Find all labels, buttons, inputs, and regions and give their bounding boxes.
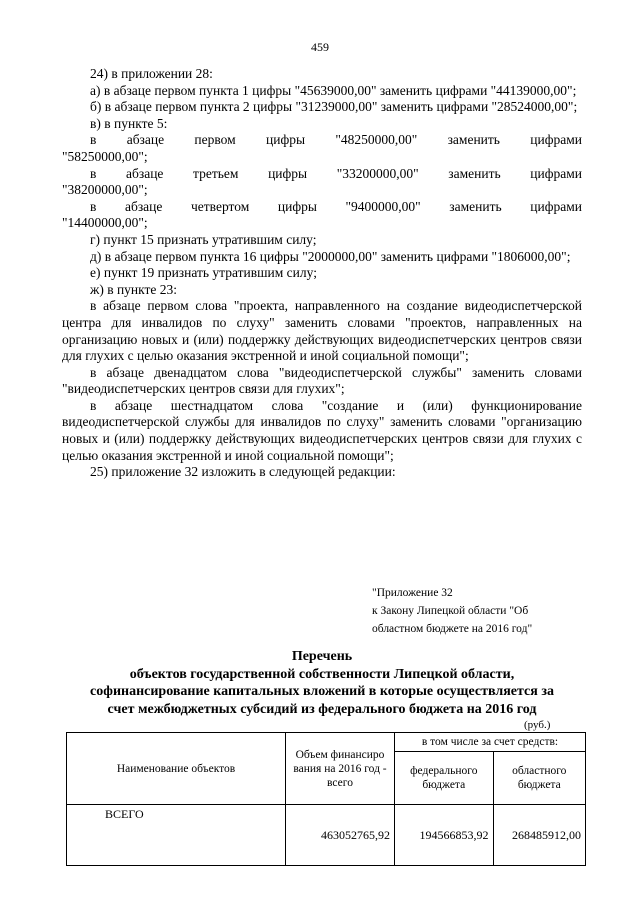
amendment-24-zh-2: в абзаце двенадцатом слова "видеодиспетчерской службы" заменить словами "видеодиспетчерских центров связи для глухих"; bbox=[62, 364, 582, 397]
amendment-24-b: б) в абзаце первом пункта 2 цифры "31239000,00" заменить цифрами "28524000,00"; bbox=[90, 99, 578, 115]
amendment-24-zh-3: в абзаце шестнадцатом слова "создание и (или) функционирование видеодиспетчерской службы для инвалидов по слуху" заменить словами "организацию новых и (или) поддержку действующих видеодиспетчерских центров связи для глухих с целью оказания экстренной и иной социальной помощи"; bbox=[62, 397, 582, 463]
amendment-24-v-2-line1: в абзаце третьем цифры "33200000,00" заменить цифрами bbox=[90, 165, 582, 181]
amendment-24-a: а) в абзаце первом пункта 1 цифры "45639000,00" заменить цифрами "44139000,00"; bbox=[90, 82, 577, 98]
header-including: в том числе за счет средств: bbox=[395, 733, 586, 752]
row-total-federal: 194566853,92 bbox=[395, 805, 494, 866]
header-regional: областного бюджета bbox=[493, 752, 585, 805]
amendment-24-zh: ж) в пункте 23: bbox=[90, 281, 178, 297]
amendment-24-v-3-line2: "14400000,00"; bbox=[62, 215, 148, 231]
row-total-regional: 268485912,00 bbox=[493, 805, 585, 866]
amendment-24-v: в) в пункте 5: bbox=[90, 115, 168, 131]
amendment-24-v-3-line1: в абзаце четвертом цифры "9400000,00" заменить цифрами bbox=[90, 198, 582, 214]
heading-line3: софинансирование капитальных вложений в которые осуществляется за bbox=[90, 684, 554, 699]
header-federal: федерального бюджета bbox=[395, 752, 494, 805]
amendment-24-d: д) в абзаце первом пункта 16 цифры "2000000,00" заменить цифрами "1806000,00"; bbox=[90, 248, 571, 264]
header-volume: Объем финансиро вания на 2016 год - всего bbox=[286, 733, 395, 805]
appendix-note-line3: областном бюджете на 2016 год" bbox=[372, 623, 533, 635]
table-row bbox=[67, 805, 586, 866]
heading-line4: счет межбюджетных субсидий из федерального бюджета на 2016 год bbox=[107, 701, 537, 717]
header-name: Наименование объектов bbox=[67, 733, 286, 805]
amendment-24-v-2-line2: "38200000,00"; bbox=[62, 182, 148, 198]
table-header-row-1 bbox=[67, 733, 586, 752]
amendment-25: 25) приложение 32 изложить в следующей редакции: bbox=[90, 464, 396, 480]
amendment-24: 24) в приложении 28: bbox=[90, 66, 213, 81]
amendment-24-v-1-line1: в абзаце первом цифры "48250000,00" заменить цифрами bbox=[90, 132, 582, 148]
list-heading bbox=[62, 648, 582, 718]
heading-title: Перечень bbox=[291, 649, 353, 664]
heading-line2: объектов государственной собственности Липецкой области, bbox=[129, 666, 515, 682]
amendment-24-v-1-line2: "58250000,00"; bbox=[62, 148, 148, 164]
row-total-volume: 463052765,92 bbox=[286, 805, 395, 866]
currency-unit: (руб.) bbox=[524, 719, 551, 731]
financing-table bbox=[66, 732, 586, 866]
document-body bbox=[62, 66, 582, 481]
appendix-note-line2: к Закону Липецкой области "Об bbox=[372, 605, 529, 617]
page-number: 459 bbox=[311, 40, 329, 54]
appendix-note-line1: "Приложение 32 bbox=[372, 587, 453, 599]
appendix-note bbox=[372, 584, 592, 638]
row-total-label: ВСЕГО bbox=[67, 805, 286, 866]
amendment-24-g: г) пункт 15 признать утратившим силу; bbox=[90, 231, 317, 247]
amendment-24-e: е) пункт 19 признать утратившим силу; bbox=[90, 265, 317, 281]
amendment-24-zh-1: в абзаце первом слова "проекта, направленного на создание видеодиспетчерской центра для инвалидов по слуху" заменить словами "проектов, направленных на организацию новых и (или) поддержку действующих видеодиспетчерских центров связи для глухих с целью оказания экстренной и иной социальной помощи"; bbox=[62, 298, 582, 364]
